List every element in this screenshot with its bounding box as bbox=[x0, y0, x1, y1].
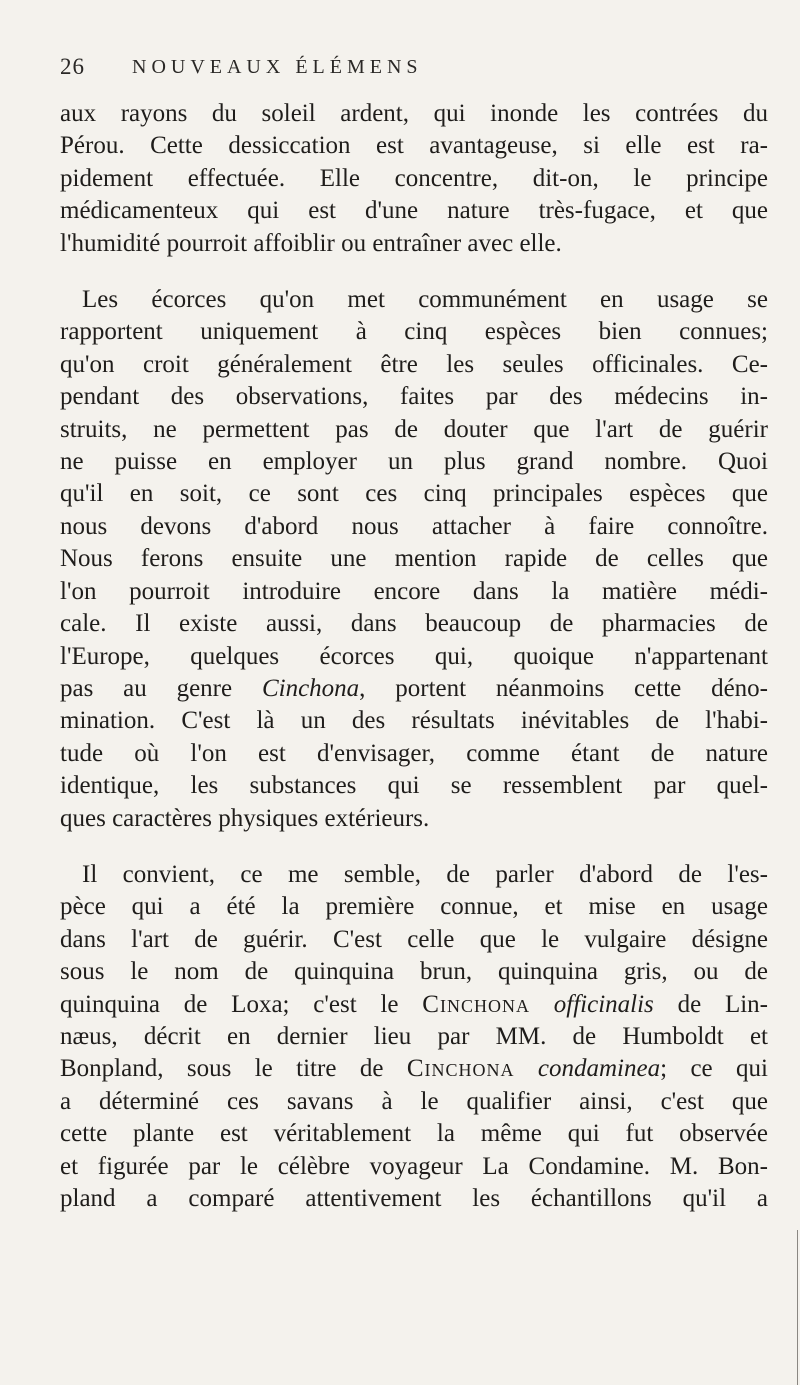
text-line: et figurée par le célèbre voyageur La Condamine. M. Bon- bbox=[60, 1152, 768, 1180]
body-text bbox=[60, 98, 768, 1239]
genus-name: Cinchona bbox=[422, 990, 530, 1018]
text-line: pidement effectuée. Elle concentre, dit-on, le principe bbox=[60, 164, 768, 192]
text-line: a déterminé ces savans à le qualifier ainsi, c'est que bbox=[60, 1087, 768, 1115]
text-fragment: ; ce qui bbox=[660, 1055, 768, 1083]
text-line: pèce qui a été la première connue, et mise en usage bbox=[60, 893, 768, 921]
genus-name: Cinchona bbox=[406, 1055, 515, 1083]
text-line: cale. Il existe aussi, dans beaucoup de pharmacies de bbox=[60, 610, 768, 638]
text-line-condaminea bbox=[60, 1053, 768, 1085]
text-line: Les écorces qu'on met communément en usage se bbox=[82, 286, 768, 314]
text-line: næus, décrit en dernier lieu par MM. de Humboldt et bbox=[60, 1022, 768, 1050]
text-fragment: quinquina de Loxa; c'est le bbox=[60, 990, 423, 1018]
text-line: struits, ne permettent pas de douter que l'art de guérir bbox=[60, 415, 768, 443]
text-line: médicamenteux qui est d'une nature très-fugace, et que bbox=[60, 197, 768, 225]
running-head: NOUVEAUX ÉLÉMENS bbox=[132, 56, 423, 78]
paragraph-1 bbox=[60, 98, 768, 260]
text-line: cette plante est véritablement la même qui fut observée bbox=[60, 1120, 768, 1148]
paragraph-3 bbox=[60, 859, 768, 1215]
page-header bbox=[60, 54, 760, 86]
text-line: ques caractères physiques extérieurs. bbox=[60, 804, 430, 832]
text-line: pendant des observations, faites par des médecins in- bbox=[60, 383, 768, 411]
species-name: officinalis bbox=[553, 990, 654, 1018]
genus-name: Cinchona bbox=[261, 674, 360, 702]
paragraph-2 bbox=[60, 284, 768, 835]
text-line: nous devons d'abord nous attacher à faire connoître. bbox=[60, 512, 768, 540]
text-line-cinchona bbox=[60, 673, 768, 705]
species-name: condaminea bbox=[537, 1055, 661, 1083]
text-line: qu'il en soit, ce sont ces cinq principales espèces que bbox=[60, 480, 768, 508]
text-line: Nous ferons ensuite une mention rapide de celles que bbox=[60, 545, 768, 573]
text-line: ne puisse en employer un plus grand nombre. Quoi bbox=[60, 448, 768, 476]
text-line: Pérou. Cette dessiccation est avantageuse, si elle est ra- bbox=[60, 132, 768, 160]
text-line: pland a comparé attentivement les échantillons qu'il a bbox=[60, 1185, 768, 1212]
text-line: rapportent uniquement à cinq espèces bien connues; bbox=[60, 318, 768, 346]
text-line: Il convient, ce me semble, de parler d'abord de l'es- bbox=[82, 860, 768, 888]
text-line: l'humidité pourroit affoiblir ou entraîner avec elle. bbox=[60, 229, 562, 257]
text-line: tude où l'on est d'envisager, comme étant de nature bbox=[60, 739, 768, 767]
text-fragment: pas au genre bbox=[60, 674, 262, 702]
text-line: aux rayons du soleil ardent, qui inonde les contrées du bbox=[60, 100, 768, 127]
text-fragment: de Lin- bbox=[653, 990, 768, 1018]
text-line: l'on pourroit introduire encore dans la matière médi- bbox=[60, 577, 768, 605]
text-line: sous le nom de quinquina brun, quinquina gris, ou de bbox=[60, 958, 768, 986]
text-line: qu'on croit généralement être les seules officinales. Ce- bbox=[60, 350, 768, 378]
text-line: mination. C'est là un des résultats inévitables de l'habi- bbox=[60, 707, 768, 735]
text-line: l'Europe, quelques écorces qui, quoique n'appartenant bbox=[60, 642, 768, 670]
text-line-officinalis bbox=[60, 989, 768, 1021]
text-fragment: , portent néanmoins cette déno- bbox=[359, 674, 768, 702]
text-line: dans l'art de guérir. C'est celle que le vulgaire désigne bbox=[60, 925, 768, 953]
text-line: identique, les substances qui se ressemblent par quel- bbox=[60, 772, 768, 800]
page-number: 26 bbox=[60, 54, 85, 79]
text-fragment: Bonpland, sous le titre de bbox=[60, 1055, 407, 1083]
page-edge-divider bbox=[797, 1230, 798, 1385]
